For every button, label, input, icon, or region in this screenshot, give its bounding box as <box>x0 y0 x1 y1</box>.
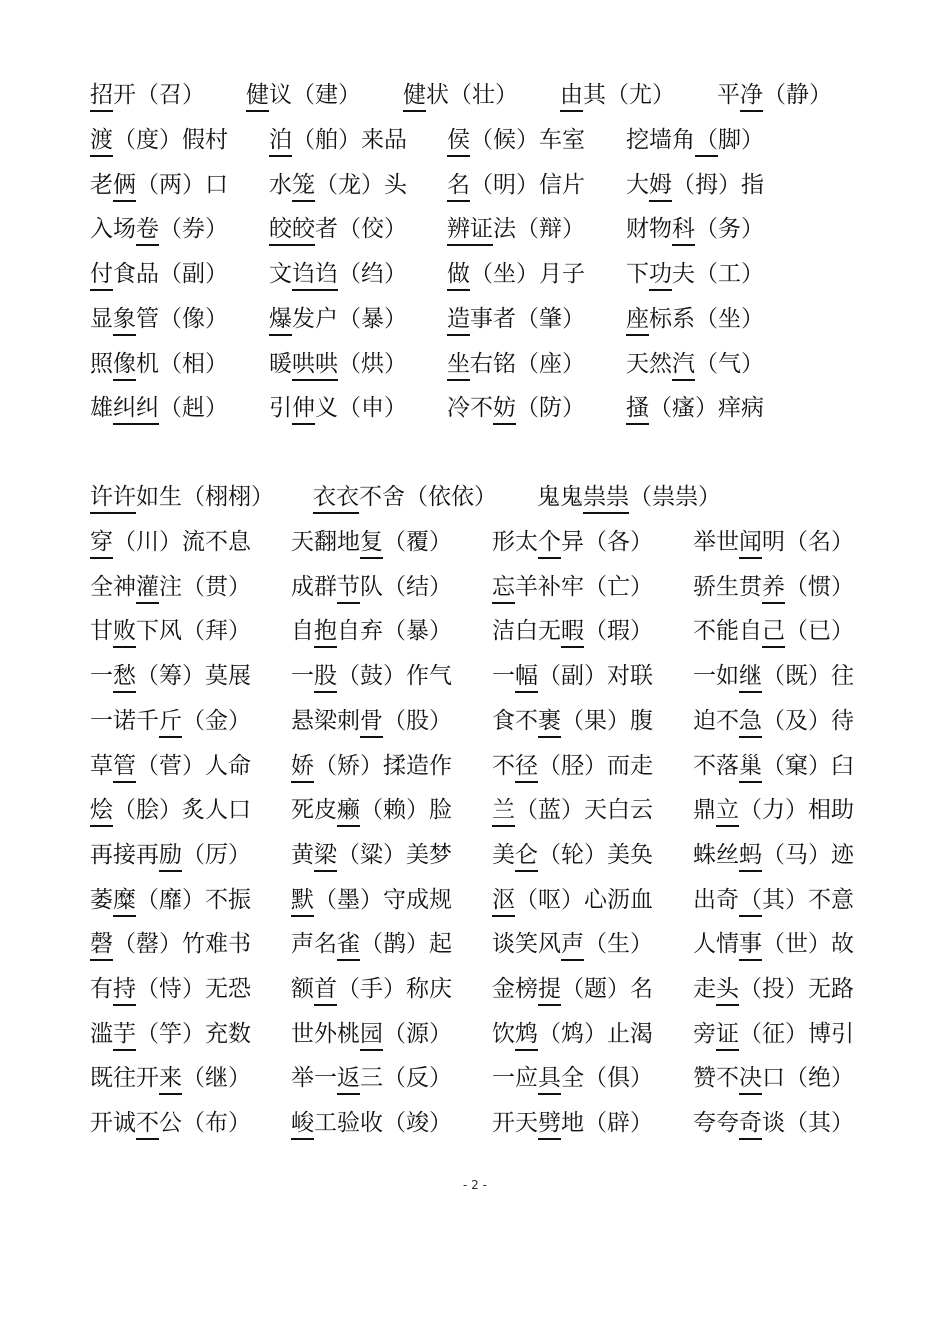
correction-entry: 鬼鬼祟祟（祟祟） <box>537 484 721 510</box>
wrong-char-underline <box>136 602 159 604</box>
correction-entry: 雄纠纠（赳） <box>90 395 228 422</box>
correction-entry: 许许如生（栩栩） <box>90 484 274 510</box>
wrong-char-underline <box>337 959 360 961</box>
correction-entry: 不落巢（窠）臼 <box>693 752 854 779</box>
correction-entry: 成群节队（结） <box>291 573 452 600</box>
correction-entry: 一诺千斤（金） <box>90 707 251 734</box>
correction-entry: 由其（尤） <box>560 82 675 108</box>
wrong-char-underline <box>313 512 359 514</box>
wrong-char-underline <box>626 334 649 336</box>
correction-entry: 做（坐）月子 <box>447 261 585 288</box>
correction-entry: 皎皎者（佼） <box>269 216 407 243</box>
correction-entry: 开天劈地（辟） <box>492 1110 653 1137</box>
correction-entry: 人情事（世）故 <box>693 931 854 958</box>
correction-entry: 平净（静） <box>717 82 832 108</box>
wrong-char-underline <box>538 557 561 559</box>
wrong-char-underline <box>538 1093 561 1095</box>
correction-entry: 水笼（龙）头 <box>269 171 407 198</box>
correction-entry: 衣衣不舍（依依） <box>313 484 497 510</box>
correction-entry: 名（明）信片 <box>447 171 585 198</box>
correction-entry: 文诌诌（绉） <box>269 261 407 288</box>
s2-row <box>0 572 950 602</box>
wrong-char-underline <box>90 110 113 112</box>
wrong-char-underline <box>739 959 762 961</box>
wrong-char-underline <box>716 825 739 827</box>
correction-entry: 美仑（轮）美奂 <box>492 841 653 868</box>
correction-entry: 座标系（坐） <box>626 305 764 332</box>
wrong-char-underline <box>739 870 762 872</box>
correction-entry: 一如继（既）往 <box>693 663 854 690</box>
wrong-char-underline <box>360 1049 383 1051</box>
correction-entry: 食不裹（果）腹 <box>492 707 653 734</box>
wrong-char-underline <box>291 915 314 917</box>
wrong-char-underline <box>739 557 762 559</box>
s1-row <box>0 304 950 334</box>
correction-entry: 既往开来（继） <box>90 1065 251 1092</box>
correction-entry: 再接再励（厉） <box>90 841 251 868</box>
wrong-char-underline <box>314 646 337 648</box>
wrong-char-underline <box>492 915 515 917</box>
wrong-char-underline <box>626 423 649 425</box>
correction-entry: 峻工验收（竣） <box>291 1110 452 1137</box>
correction-entry: 滥芋（竽）充数 <box>90 1020 251 1047</box>
correction-entry: 世外桃园（源） <box>291 1020 452 1047</box>
wrong-char-underline <box>739 1093 762 1095</box>
wrong-char-underline <box>538 1138 561 1140</box>
correction-entry: 坐右铭（座） <box>447 350 585 377</box>
correction-entry: 引伸义（申） <box>269 395 407 422</box>
correction-entry: 烩（脍）炙人口 <box>90 797 251 824</box>
wrong-char-underline <box>159 870 182 872</box>
correction-entry: 死皮癞（赖）脸 <box>291 797 452 824</box>
s1-row <box>0 393 950 423</box>
correction-entry: 举一返三（反） <box>291 1065 452 1092</box>
correction-entry: 迫不急（及）待 <box>693 707 854 734</box>
correction-entry: 有持（恃）无恐 <box>90 976 251 1002</box>
correction-entry: 骄生贯养（惯） <box>693 573 854 600</box>
wrong-char-underline <box>292 200 315 202</box>
correction-entry: 声名雀（鹊）起 <box>291 931 452 958</box>
wrong-char-underline <box>291 1138 314 1140</box>
wrong-char-underline <box>136 244 159 246</box>
s1-row <box>0 214 950 244</box>
wrong-char-underline <box>90 825 113 827</box>
correction-entry: 旁证（征）博引 <box>693 1020 854 1047</box>
correction-entry: 全神灌注（贯） <box>90 573 251 600</box>
correction-entry: 天然汽（气） <box>626 350 764 377</box>
wrong-char-underline <box>447 200 470 202</box>
correction-entry: 夸夸奇谈（其） <box>693 1110 854 1137</box>
correction-entry: 不能自己（已） <box>693 618 854 645</box>
correction-entry: 不径（胫）而走 <box>492 752 653 779</box>
wrong-char-underline <box>447 379 470 381</box>
wrong-char-underline <box>90 155 113 157</box>
wrong-char-underline <box>113 691 136 693</box>
wrong-char-underline <box>739 915 762 917</box>
wrong-char-underline <box>447 334 470 336</box>
correction-entry: 举世闻明（名） <box>693 529 854 555</box>
correction-entry: 大姆（拇）指 <box>626 171 764 198</box>
s1-row <box>0 349 950 379</box>
correction-entry: 照像机（相） <box>90 350 228 377</box>
wrong-char-underline <box>447 244 493 246</box>
correction-entry: 健状（壮） <box>403 82 518 108</box>
correction-entry: 泊（舶）来品 <box>269 127 407 153</box>
wrong-char-underline <box>561 646 584 648</box>
correction-entry: 额首（手）称庆 <box>291 976 452 1002</box>
correction-entry: 造事者（肇） <box>447 305 585 332</box>
correction-entry: 沤（呕）心沥血 <box>492 886 653 913</box>
wrong-char-underline <box>762 602 785 604</box>
correction-entry: 洁白无暇（瑕） <box>492 618 653 645</box>
s1-row <box>0 170 950 200</box>
wrong-char-underline <box>739 1138 762 1140</box>
s1-first-row <box>0 80 950 110</box>
wrong-char-underline <box>538 1004 561 1006</box>
correction-entry: 草管（菅）人命 <box>90 752 251 779</box>
wrong-char-underline <box>672 244 695 246</box>
correction-entry: 形太个异（各） <box>492 529 653 555</box>
s2-row <box>0 616 950 646</box>
correction-entry: 挖墙角（脚） <box>626 127 764 153</box>
correction-entry: 侯（候）车室 <box>447 127 585 153</box>
correction-entry: 饮鸩（鸩）止渴 <box>492 1020 653 1047</box>
wrong-char-underline <box>695 155 718 157</box>
wrong-char-underline <box>583 512 629 514</box>
correction-entry: 付食品（副） <box>90 261 228 288</box>
wrong-char-underline <box>447 155 470 157</box>
wrong-char-underline <box>403 110 426 112</box>
correction-entry: 开诚不公（布） <box>90 1110 251 1137</box>
wrong-char-underline <box>649 289 672 291</box>
correction-entry: 赞不决口（绝） <box>693 1065 854 1092</box>
correction-entry: 自抱自弃（暴） <box>291 618 452 645</box>
wrong-char-underline <box>762 646 785 648</box>
wrong-char-underline <box>515 1049 538 1051</box>
wrong-char-underline <box>739 691 762 693</box>
correction-entry: 走头（投）无路 <box>693 976 854 1002</box>
correction-entry: 渡（度）假村 <box>90 127 228 153</box>
wrong-char-underline <box>493 423 516 425</box>
wrong-char-underline <box>113 1049 136 1051</box>
correction-entry: 悬梁刺骨（股） <box>291 707 452 734</box>
correction-entry: 冷不妨（防） <box>447 395 585 422</box>
correction-entry: 一应具全（俱） <box>492 1065 653 1092</box>
wrong-char-underline <box>515 870 538 872</box>
wrong-char-underline <box>269 244 315 246</box>
wrong-char-underline <box>269 334 292 336</box>
wrong-char-underline <box>90 557 113 559</box>
correction-entry: 萎糜（靡）不振 <box>90 886 251 913</box>
wrong-char-underline <box>314 691 337 693</box>
wrong-char-underline <box>492 602 515 604</box>
wrong-char-underline <box>360 557 383 559</box>
wrong-char-underline <box>739 736 762 738</box>
correction-entry: 默（墨）守成规 <box>291 886 452 913</box>
wrong-char-underline <box>314 870 337 872</box>
wrong-char-underline <box>716 1049 739 1051</box>
wrong-char-underline <box>314 1004 337 1006</box>
correction-entry: 谈笑风声（生） <box>492 931 653 958</box>
wrong-char-underline <box>672 379 695 381</box>
correction-entry: 显象管（像） <box>90 305 228 332</box>
wrong-char-underline <box>560 110 583 112</box>
s1-row <box>0 259 950 289</box>
correction-entry: 一股（鼓）作气 <box>291 663 452 690</box>
correction-entry: 甘败下风（拜） <box>90 618 251 645</box>
correction-entry: 爆发户（暴） <box>269 305 407 332</box>
wrong-char-underline <box>291 781 314 783</box>
correction-entry: 兰（蓝）天白云 <box>492 797 653 824</box>
s2-row <box>0 1019 950 1049</box>
s2-row <box>0 527 950 557</box>
wrong-char-underline <box>90 289 113 291</box>
wrong-char-underline <box>292 289 338 291</box>
wrong-char-underline <box>269 155 292 157</box>
correction-entry: 磬（罄）竹难书 <box>90 931 251 958</box>
wrong-char-underline <box>159 736 182 738</box>
s2-row <box>0 840 950 870</box>
correction-entry: 一幅（副）对联 <box>492 663 653 690</box>
correction-entry: 忘羊补牢（亡） <box>492 573 653 600</box>
s2-row <box>0 661 950 691</box>
correction-entry: 黄梁（粱）美梦 <box>291 841 452 868</box>
wrong-char-underline <box>492 825 515 827</box>
wrong-char-underline <box>292 379 338 381</box>
s1-row <box>0 125 950 155</box>
correction-entry: 健议（建） <box>246 82 361 108</box>
s2-row <box>0 1108 950 1138</box>
wrong-char-underline <box>159 1093 182 1095</box>
s2-row <box>0 795 950 825</box>
wrong-char-underline <box>716 1004 739 1006</box>
s2-row <box>0 1063 950 1093</box>
correction-entry: 鼎立（力）相助 <box>693 797 854 824</box>
wrong-char-underline <box>113 646 136 648</box>
wrong-char-underline <box>538 736 561 738</box>
wrong-char-underline <box>515 691 538 693</box>
correction-entry: 暖哄哄（烘） <box>269 350 407 377</box>
correction-entry: 招开（召） <box>90 82 205 108</box>
wrong-char-underline <box>90 959 113 961</box>
s2-row <box>0 929 950 959</box>
wrong-char-underline <box>360 736 383 738</box>
wrong-char-underline <box>90 512 136 514</box>
wrong-char-underline <box>113 781 136 783</box>
wrong-char-underline <box>113 200 136 202</box>
correction-entry: 金榜提（题）名 <box>492 976 653 1002</box>
page-number: - 2 - <box>463 1178 487 1192</box>
correction-entry: 穿（川）流不息 <box>90 529 251 555</box>
wrong-char-underline <box>136 1138 159 1140</box>
wrong-char-underline <box>337 1093 360 1095</box>
s2-row <box>0 706 950 736</box>
correction-entry: 财物科（务） <box>626 216 764 243</box>
correction-entry: 蛛丝蚂（马）迹 <box>693 841 854 868</box>
s2-row <box>0 751 950 781</box>
correction-entry: 出奇（其）不意 <box>693 886 854 913</box>
correction-entry: 天翻地复（覆） <box>291 529 452 555</box>
s2-row <box>0 974 950 1004</box>
wrong-char-underline <box>113 423 159 425</box>
wrong-char-underline <box>739 781 762 783</box>
correction-entry: 入场卷（券） <box>90 216 228 243</box>
correction-entry: 辨证法（辩） <box>447 216 585 243</box>
wrong-char-underline <box>113 379 136 381</box>
s2-row <box>0 885 950 915</box>
wrong-char-underline <box>113 915 136 917</box>
wrong-char-underline <box>246 110 269 112</box>
wrong-char-underline <box>113 334 136 336</box>
correction-entry: 老俩（两）口 <box>90 171 228 198</box>
correction-entry: 娇（矫）揉造作 <box>291 752 452 779</box>
wrong-char-underline <box>515 781 538 783</box>
s2-first-row <box>0 482 950 512</box>
wrong-char-underline <box>337 825 360 827</box>
wrong-char-underline <box>561 959 584 961</box>
wrong-char-underline <box>337 602 360 604</box>
correction-entry: 搔（瘙）痒病 <box>626 395 764 422</box>
wrong-char-underline <box>113 1004 136 1006</box>
wrong-char-underline <box>292 423 315 425</box>
correction-entry: 一愁（筹）莫展 <box>90 663 251 690</box>
wrong-char-underline <box>447 289 470 291</box>
wrong-char-underline <box>740 110 763 112</box>
correction-entry: 下功夫（工） <box>626 261 764 288</box>
wrong-char-underline <box>649 200 672 202</box>
